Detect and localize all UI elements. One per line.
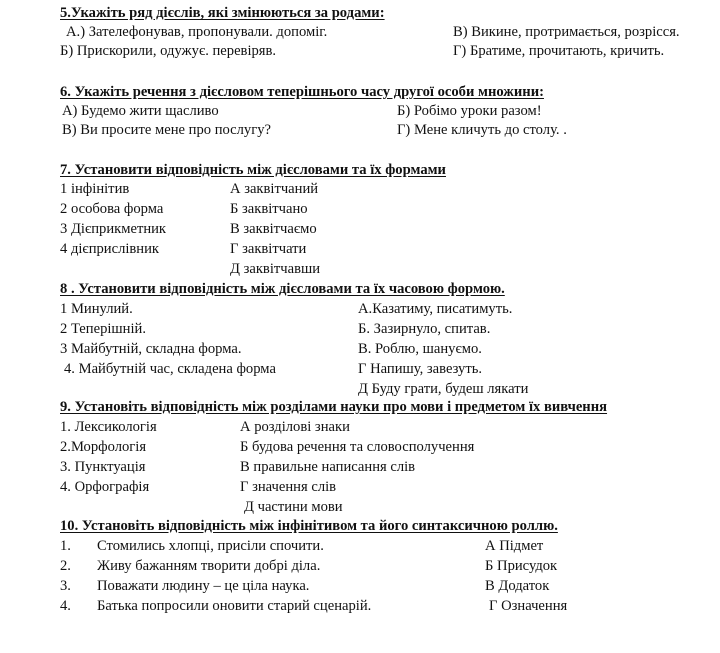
- q7-title: 7. Установити відповідність між дієсловами та їх формами: [60, 162, 446, 178]
- q6-option-g: Г) Мене кличуть до столу. .: [397, 122, 567, 138]
- q8-left-item: 3 Майбутній, складна форма.: [60, 341, 242, 357]
- q10-role: Г Означення: [489, 598, 568, 614]
- q10-sentence: Батька попросили оновити старий сценарій.: [97, 598, 372, 614]
- q9-right-item: Г значення слів: [240, 479, 337, 495]
- q8-left-item: 4. Майбутній час, складена форма: [64, 361, 276, 377]
- q5-title: 5.Укажіть ряд дієслів, які змінюються за родами:: [60, 5, 385, 21]
- q10-role: Б Присудок: [485, 558, 558, 574]
- q9-title: 9. Установіть відповідність між розділами науки про мови і предметом їх вивчення: [60, 399, 608, 415]
- q9-right-item: Б будова речення та словосполучення: [240, 439, 475, 455]
- q6-option-b: Б) Робімо уроки разом!: [397, 103, 542, 119]
- q5-option-v: В) Викине, протримається, розрісся.: [453, 24, 680, 40]
- q10-sentence: Поважати людину – це ціла наука.: [97, 578, 310, 594]
- q8-left-item: 2 Теперішній.: [60, 321, 146, 337]
- q5-option-a: А.) Зателефонував, пропонували. допоміг.: [66, 24, 328, 40]
- q7-right-item: Г заквітчати: [230, 241, 307, 257]
- q9-left-item: 2.Морфологія: [60, 439, 147, 455]
- q5-option-g: Г) Братиме, прочитають, кричить.: [453, 43, 665, 59]
- q7-left-item: 3 Дієприкметник: [60, 221, 167, 237]
- q8-title: 8 . Установити відповідність між дієсловами та їх часовою формою.: [60, 281, 505, 297]
- q7-right-item: Д заквітчавши: [230, 261, 321, 277]
- q6-option-a: А) Будемо жити щасливо: [62, 103, 219, 119]
- q9-left-item: 4. Орфографія: [60, 479, 150, 495]
- q10-role: А Підмет: [485, 538, 544, 554]
- q10-number: 4.: [60, 598, 71, 614]
- q8-right-item: В. Роблю, шануємо.: [358, 341, 482, 357]
- q8-left-item: 1 Минулий.: [60, 301, 133, 317]
- q7-right-item: В заквітчаємо: [230, 221, 317, 237]
- q10-sentence: Стомились хлопці, присіли спочити.: [97, 538, 324, 554]
- q8-right-item: Г Напишу, завезуть.: [358, 361, 483, 377]
- q7-right-item: А заквітчаний: [230, 181, 319, 197]
- q8-right-item: Д Буду грати, будеш лякати: [358, 381, 529, 397]
- q6-title: 6. Укажіть речення з дієсловом теперішнього часу другої особи множини:: [60, 84, 544, 100]
- q5-option-b: Б) Прискорили, одужує. перевіряв.: [60, 43, 277, 59]
- q7-left-item: 1 інфінітив: [60, 181, 130, 197]
- q8-right-item: А.Казатиму, писатимуть.: [358, 301, 513, 317]
- q10-role: В Додаток: [485, 578, 550, 594]
- q8-right-item: Б. Зазирнуло, спитав.: [358, 321, 491, 337]
- q9-left-item: 3. Пунктуація: [60, 459, 146, 475]
- q9-right-item: Д частини мови: [244, 499, 343, 515]
- q7-left-item: 2 особова форма: [60, 201, 164, 217]
- q10-title: 10. Установіть відповідність між інфінітивом та його синтаксичною роллю.: [60, 518, 558, 534]
- q10-number: 1.: [60, 538, 71, 554]
- q7-left-item: 4 дієприслівник: [60, 241, 160, 257]
- q7-right-item: Б заквітчано: [230, 201, 308, 217]
- q9-right-item: В правильне написання слів: [240, 459, 416, 475]
- q10-number: 2.: [60, 558, 71, 574]
- q9-left-item: 1. Лексикологія: [60, 419, 157, 435]
- q10-sentence: Живу бажанням творити добрі діла.: [97, 558, 321, 574]
- q10-number: 3.: [60, 578, 71, 594]
- q9-right-item: А розділові знаки: [240, 419, 350, 435]
- q6-option-v: В) Ви просите мене про послугу?: [62, 122, 271, 138]
